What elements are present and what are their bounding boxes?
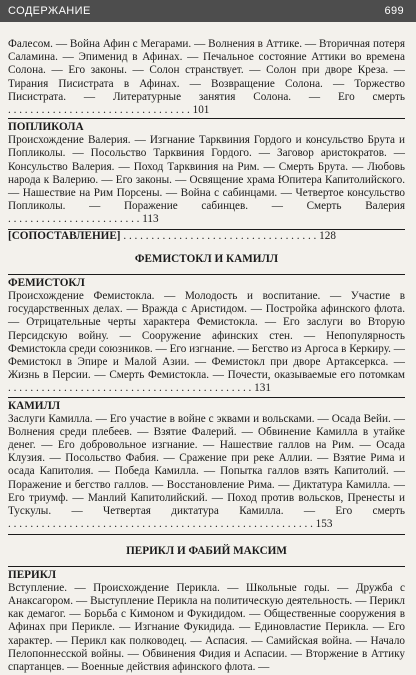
entry-text: Заслуги Камилла. — Его участие в войне с эквами и вольсками. — Осада Вейи. — Волнения среди плебеев. — Взятие Фалерий. — Обвинение Камилла в утайке денег. — Его добровольное изгнание. — Нашествие галлов на Рим. — Осада Клузия. — Посольство Фабия. — Сражение при реке Аллии. — Взятие Рима и осада Капитолия. — Победа Камилла. — Попытка галлов взять Капитолий. — Поражение и бегство галлов. — Восстановление Рима. — Диктатура Камилла. — Его триумф. — Манлий Капитолийский. — Поход против вольсков, Пренесты и Тускулы. — Четвертая диктатура Камилла. — Его смерть [8, 412, 405, 518]
toc-entry-solon-end [8, 38, 405, 117]
entry-leader: . . . . . . . . . . . . . . . . . . . . . . . . . . . . . . . . . . . [120, 229, 320, 242]
toc-entry-camillus [8, 413, 405, 532]
entry-leader: . . . . . . . . . . . . . . . . . . . . . . . . . . . . . . . . . . . . . . . . . . . . [8, 382, 255, 395]
entry-leader: . . . . . . . . . . . . . . . . . . . . . . . . . . . . . . . . . . . . . . . . . . . . . . . . . . . . . . . [8, 518, 316, 531]
entry-page: 113 [142, 213, 159, 226]
entry-text: Происхождение Фемистокла. — Молодость и воспитание. — Участие в государственных делах. — Вражда с Аристидом. — Постройка афинского флота. — Отрицательные черты характера Фемистокла. — Его заслуги во Вторую Персидскую войну. — Сооружение афинских стен. — Непопулярность Фемистокла среди союзников. — Его изгнание. — Бегство из Аргоса в Керкиру. — Фемистокл в Эпире и Малой Азии. — Фемистокл при дворе Артаксеркса. — Жизнь в Персии. — Смерть Фемистокла. — Почести, оказываемые его потомкам [8, 290, 405, 382]
toc-entry-comparison [8, 229, 405, 243]
toc-heading-themistocles: ФЕМИСТОКЛ [8, 274, 405, 290]
toc-heading-camillus: КАМИЛЛ [8, 397, 405, 413]
toc-heading-pericles: ПЕРИКЛ [8, 566, 405, 582]
toc-entry-poplicola [8, 134, 405, 226]
toc-entry-pericles [8, 582, 405, 674]
entry-text: Фалесом. — Война Афин с Мегарами. — Волнения в Аттике. — Вторичная потеря Саламина. — Эпименид в Афинах. — Печальное состояние Аттики во времена Солона. — Его законы. — Солон странствует. — Солон при дворе Креза. — Тирания Писистрата в Афинах. — Возвращение Солона. — Торжество Писистрата. — Литературные занятия Солона. — Его смерть [8, 38, 405, 103]
section-title-themistocles-camillus: ФЕМИСТОКЛ И КАМИЛЛ [134, 252, 279, 265]
page-number: 699 [384, 5, 404, 17]
entry-page: 128 [319, 229, 336, 242]
entry-page: 153 [315, 518, 333, 531]
entry-text: Происхождение Валерия. — Изгнание Тарквиния Гордого и консульство Брута и Попликолы. — Посольство Тарквиния Гордого. — Заговор аристократов. — Консульство Валерия. — Поход Тарквиния на Рим. — Смерть Брута. — Любовь народа к Валерию. — Его законы. — Освящение храма Юпитера Капитолийского. — Нашествие на Рим Порсены. — Война с сабинцами. — Четвертое консульство Попликолы. — Поражение сабинцев. — Смерть Валерия [8, 134, 405, 213]
entry-text: Вступление. — Происхождение Перикла. — Школьные годы. — Дружба с Анаксагором. — Выступление Перикла на политическую деятельность. — Перикл как демагог. — Борьба с Кимоном и Фукидидом. — Общественные сооружения в Афинах при Перикле. — Изгнание Фукидида. — Единовластие Перикла. — Его характер. — Перикл как полководец. — Аспасия. — Самийская война. — Начало Пелопоннесской войны. — Обвинения Фидия и Аспасии. — Вторжение в Аттику спартанцев. — Военные действия афинского флота. — [8, 581, 405, 673]
toc-entry-themistocles [8, 290, 405, 396]
section-title-pericles-fabius: ПЕРИКЛ И ФАБИЙ МАКСИМ [8, 534, 405, 558]
entry-page: 101 [192, 104, 210, 117]
page-header [0, 0, 416, 22]
entry-leader: . . . . . . . . . . . . . . . . . . . . . . . . . . . . . . . . . [8, 104, 193, 117]
entry-text: [СОПОСТАВЛЕНИЕ] [8, 229, 121, 242]
toc-content [8, 38, 405, 675]
header-title: СОДЕРЖАНИЕ [8, 5, 91, 17]
toc-heading-poplicola: ПОПЛИКОЛА [8, 118, 405, 134]
entry-leader: . . . . . . . . . . . . . . . . . . . . . . . . [8, 213, 143, 226]
entry-page: 131 [254, 382, 271, 395]
